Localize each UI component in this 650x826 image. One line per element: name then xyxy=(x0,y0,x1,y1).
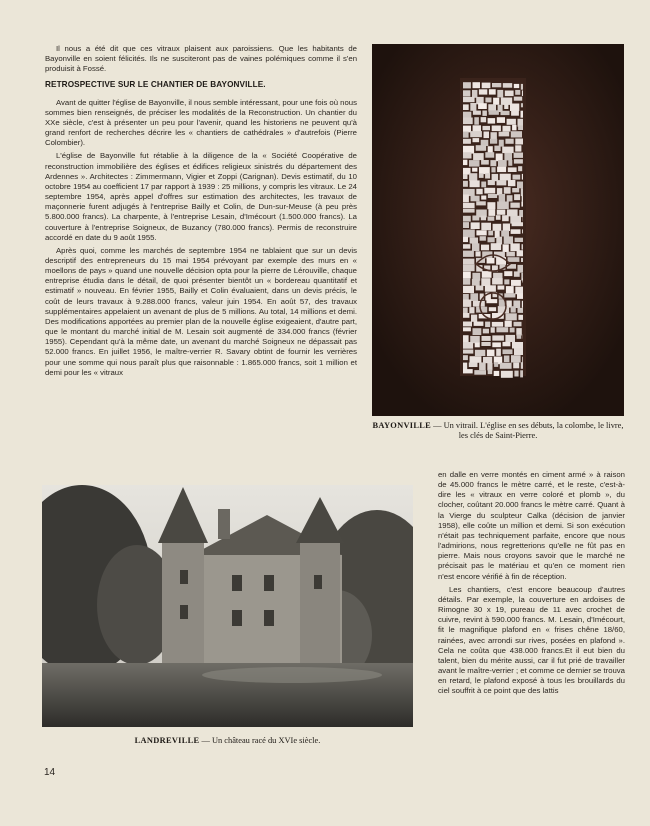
glass-piece xyxy=(501,230,509,236)
glass-piece xyxy=(514,153,523,158)
glass-piece xyxy=(510,104,519,112)
glass-piece xyxy=(485,98,491,103)
glass-piece xyxy=(502,147,513,154)
glass-piece xyxy=(463,132,469,138)
glass-piece xyxy=(489,307,496,311)
page-number: 14 xyxy=(44,767,56,778)
glass-piece xyxy=(497,90,503,98)
glass-piece xyxy=(463,342,473,349)
glass-piece xyxy=(492,335,504,340)
glass-piece xyxy=(482,111,487,116)
glass-piece xyxy=(503,342,511,346)
glass-piece xyxy=(476,230,486,235)
glass-piece xyxy=(487,258,495,264)
glass-piece xyxy=(482,271,492,278)
glass-piece xyxy=(515,238,523,242)
glass-piece xyxy=(492,83,501,87)
glass-piece xyxy=(504,236,513,244)
glass-piece xyxy=(518,125,523,130)
glass-piece xyxy=(473,111,481,115)
glass-piece xyxy=(476,189,482,195)
glass-piece xyxy=(481,223,491,231)
glass-piece xyxy=(490,139,497,144)
glass-piece xyxy=(511,306,516,312)
glass-piece xyxy=(481,160,489,165)
glass-piece xyxy=(463,160,467,165)
glass-piece xyxy=(494,362,498,367)
glass-piece xyxy=(514,159,523,163)
glass-piece xyxy=(496,327,508,332)
glass-piece xyxy=(481,140,489,146)
glass-piece xyxy=(463,272,471,279)
glass-piece xyxy=(507,119,516,125)
glass-piece xyxy=(463,294,469,300)
glass-piece xyxy=(508,180,516,186)
glass-piece xyxy=(480,236,486,241)
chateau-illustration xyxy=(42,485,413,727)
glass-piece xyxy=(463,152,472,158)
glass-piece xyxy=(463,126,471,133)
glass-piece xyxy=(470,131,482,137)
stained-glass-illustration xyxy=(372,44,624,416)
caption-text: — Un vitrail. L'église en ses débuts, la colombe, le livre, les clés de Saint-Pierre. xyxy=(431,421,624,440)
glass-piece xyxy=(512,342,523,349)
glass-piece xyxy=(522,357,523,363)
glass-piece xyxy=(481,216,486,221)
glass-piece xyxy=(463,237,468,242)
glass-piece xyxy=(473,138,480,142)
glass-piece xyxy=(463,286,474,293)
glass-piece xyxy=(491,132,497,140)
glass-piece xyxy=(508,160,512,166)
article-paragraph: L'église de Bayonville fut rétablie à la diligence de la « Société Coopérative de reconstruction immobilière des églises et édifices religieux sinistrés du département des Ardennes ». Architectes : Zimmermann, Vigier et Zoppi (Carignan). Devis estimatif, du 10 octobre 1954 au coefficient 17 par rapport à 1939 : 25 millions, y compris les vitraux. Le 24 septembre 1954, après appel d'offres sur estimation des architectes, les travaux de maçonnerie furent adjugés à l'entreprise Bailly et Colin, de Dun-sur-Meuse (à peu près 5.800.000 francs). La charpente, à l'entreprise Lesain, d'Imécourt (1.500.000 francs). La couverture à l'entreprise Soigneux, de Buzancy (780.000 francs). Permis de reconstruire accordé en date du 9 août 1955. xyxy=(45,151,357,242)
glass-piece xyxy=(517,182,523,189)
glass-piece xyxy=(488,369,493,374)
glass-piece xyxy=(505,139,513,144)
glass-piece xyxy=(521,103,523,107)
glass-piece xyxy=(515,139,523,145)
glass-piece xyxy=(463,244,470,249)
glass-piece xyxy=(518,166,522,171)
glass-piece xyxy=(481,117,487,122)
glass-piece xyxy=(492,322,503,327)
glass-piece xyxy=(481,196,486,200)
glass-piece xyxy=(514,371,518,377)
glass-piece xyxy=(488,237,495,242)
glass-piece xyxy=(513,175,521,180)
glass-piece xyxy=(494,146,500,151)
glass-piece xyxy=(511,280,521,286)
glass-piece xyxy=(506,286,514,293)
glass-piece xyxy=(517,334,522,338)
glass-piece xyxy=(488,231,493,236)
glass-piece xyxy=(475,343,480,348)
glass-piece xyxy=(474,370,486,375)
glass-piece xyxy=(497,180,507,185)
glass-piece xyxy=(522,229,523,233)
glass-piece xyxy=(492,342,501,347)
glass-piece xyxy=(492,278,503,284)
glass-piece xyxy=(506,252,515,257)
glass-piece xyxy=(512,125,516,130)
glass-piece xyxy=(463,363,467,370)
glass-piece xyxy=(463,251,474,257)
glass-piece xyxy=(463,82,471,88)
glass-piece xyxy=(463,90,470,96)
glass-piece xyxy=(485,173,490,178)
glass-piece xyxy=(505,321,512,327)
glass-piece xyxy=(511,355,521,362)
glass-piece xyxy=(521,111,524,118)
glass-piece xyxy=(476,145,486,151)
glass-piece xyxy=(490,160,496,166)
glass-piece xyxy=(463,313,469,318)
glass-piece xyxy=(499,132,510,137)
glass-piece xyxy=(479,167,490,174)
glass-piece xyxy=(463,279,470,285)
glass-piece xyxy=(470,103,476,111)
glass-piece xyxy=(473,153,484,160)
glass-piece xyxy=(501,371,513,378)
glass-piece xyxy=(469,160,480,167)
glass-piece xyxy=(489,89,496,94)
section-heading: RETROSPECTIVE SUR LE CHANTIER DE BAYONVILLE. xyxy=(45,80,266,90)
article-paragraph: Après quoi, comme les marchés de septembre 1954 ne tablaient que sur un devis descriptif des entrepreneurs du 15 mai 1954 prévoyant par exemple des murs en « moellons de pays » quand une nouvelle décision opta pour la pierre de Lérouville, chaque entreprise étudia dans le détail, de quoi présenter bientôt un « bordereau quantitatif et estimatif » nouveau. En février 1955, Bailly et Colin évaluaient, dans un devis précis, le coût de leurs travaux à 9.288.000 francs, valeur juin 1954. En août 57, des travaux supplémentaires appelaient un avenant de plus de 5 millions. Au total, 14 millions et demi. Des modifications apportées au premier plan de la nouvelle église exigeaient, d'autre part, que le montant du marché initial de M. Lesain soit augmenté de 334.000 francs (février 1955). Cependant qu'à la même date, un avenant du marché Soigneux ne dépassait pas 52.000 francs. En juillet 1956, le maître-verrier R. Savary obtint de fournir les verrières pour une somme qui nous paraît plus que raisonnable : 1.865.000 francs, soit 1 million et demi pour les « vitraux xyxy=(45,245,357,377)
glass-piece xyxy=(463,203,475,208)
glass-piece xyxy=(494,371,500,376)
glass-piece xyxy=(481,245,489,251)
glass-piece xyxy=(476,251,481,256)
glass-piece xyxy=(498,306,509,313)
glass-piece xyxy=(463,104,469,110)
glass-piece xyxy=(463,181,468,187)
glass-piece xyxy=(484,132,490,139)
glass-piece xyxy=(504,153,512,161)
glass-piece xyxy=(463,355,468,360)
glass-piece xyxy=(493,98,499,105)
article-paragraph: Avant de quitter l'église de Bayonville, il nous semble intéressant, pour une fois où nous sommes bien renseignés, de préciser les modalités de la Reconstruction. Un chantier du XXe siècle, c'est à présenter un peu pour l'avenir, quand les historiens ne peuvent qu'à grand renfort de recherches décrire les « chantiers de cathédrales » d'autrefois (Pierre Colombier). xyxy=(45,97,357,148)
glass-piece xyxy=(463,222,469,228)
glass-piece xyxy=(520,370,523,377)
glass-piece xyxy=(487,202,495,209)
glass-piece xyxy=(479,89,487,94)
glass-piece xyxy=(493,224,502,231)
chateau-photo xyxy=(42,485,413,727)
glass-piece xyxy=(470,356,482,363)
glass-piece xyxy=(485,152,494,158)
glass-piece xyxy=(506,313,517,320)
glass-piece xyxy=(504,187,511,194)
glass-piece xyxy=(481,342,490,346)
glass-piece xyxy=(515,90,520,95)
glass-piece xyxy=(508,257,520,262)
glass-piece xyxy=(503,224,510,232)
glass-piece xyxy=(497,210,506,215)
glass-piece xyxy=(488,209,495,216)
intro-paragraph: Il nous a été dit que ces vitraux plaisent aux paroissiens. Que les habitants de Bayonville en soient félicités. Ils ne susciteront pas de vaines polémiques comme il s'en produisit à Fossé. xyxy=(45,44,357,74)
glass-piece xyxy=(463,369,473,373)
glass-piece xyxy=(514,97,522,101)
glass-piece xyxy=(503,349,513,354)
glass-piece xyxy=(521,188,523,196)
glass-piece xyxy=(517,250,523,256)
glass-piece xyxy=(472,279,480,286)
glass-piece xyxy=(479,173,484,178)
glass-piece xyxy=(511,229,521,234)
glass-piece xyxy=(474,322,484,326)
glass-piece xyxy=(485,322,490,328)
glass-piece xyxy=(499,140,504,147)
glass-piece xyxy=(514,84,519,88)
glass-piece xyxy=(473,328,482,335)
glass-piece xyxy=(501,111,510,115)
glass-piece xyxy=(498,286,505,290)
glass-piece xyxy=(471,196,480,202)
glass-piece xyxy=(478,103,487,109)
glass-piece xyxy=(476,97,484,104)
glass-piece xyxy=(514,322,522,327)
glass-piece xyxy=(503,126,511,132)
glass-piece xyxy=(522,244,524,249)
glass-piece xyxy=(479,362,486,370)
glass-piece xyxy=(485,285,496,291)
stained-glass-window-photo xyxy=(372,44,624,416)
glass-piece xyxy=(522,195,523,201)
glass-piece xyxy=(521,84,523,90)
glass-piece xyxy=(463,264,475,271)
glass-piece xyxy=(514,348,523,355)
glass-piece xyxy=(511,131,522,137)
glass-piece xyxy=(489,110,499,115)
article-left-column xyxy=(45,44,357,381)
glass-piece xyxy=(472,90,477,98)
glass-piece xyxy=(516,328,522,335)
glass-piece xyxy=(497,117,505,123)
glass-piece xyxy=(481,278,490,286)
glass-piece xyxy=(515,287,523,295)
glass-piece xyxy=(523,278,524,282)
glass-piece xyxy=(498,160,507,167)
glass-piece xyxy=(463,97,475,102)
glass-piece xyxy=(488,216,495,220)
glass-piece xyxy=(463,230,475,238)
glass-piece xyxy=(513,363,519,369)
glass-piece xyxy=(463,209,475,213)
glass-piece xyxy=(521,258,523,262)
glass-piece xyxy=(463,327,471,331)
glass-piece xyxy=(486,299,497,303)
glass-piece xyxy=(472,243,479,251)
glass-piece xyxy=(463,350,473,354)
glass-piece xyxy=(521,202,523,207)
glass-piece xyxy=(484,188,495,194)
glass-piece xyxy=(487,363,492,371)
glass-piece xyxy=(471,315,477,322)
glass-piece xyxy=(504,293,515,297)
glass-piece xyxy=(515,145,521,151)
glass-piece xyxy=(522,90,523,96)
glass-piece xyxy=(510,328,515,333)
glass-piece xyxy=(503,83,512,88)
glass-piece xyxy=(488,194,497,198)
glass-piece xyxy=(514,271,520,276)
glass-piece xyxy=(517,293,523,299)
glass-piece xyxy=(463,300,471,307)
glass-piece xyxy=(463,335,469,343)
glass-piece xyxy=(473,301,485,307)
glass-piece xyxy=(491,167,495,172)
glass-piece xyxy=(463,259,474,265)
glass-piece xyxy=(488,180,495,185)
glass-piece xyxy=(518,315,523,320)
glass-piece xyxy=(497,167,506,173)
glass-piece xyxy=(505,335,515,342)
glass-piece xyxy=(463,195,469,203)
glass-piece xyxy=(518,308,524,313)
glass-piece xyxy=(504,356,510,363)
glass-piece xyxy=(469,173,477,181)
glass-piece xyxy=(470,293,478,301)
window-photo-caption xyxy=(372,421,624,441)
glass-piece xyxy=(476,286,484,291)
glass-piece xyxy=(491,327,495,332)
glass-piece xyxy=(470,180,480,187)
glass-piece xyxy=(502,215,509,221)
glass-piece xyxy=(469,363,478,368)
glass-piece xyxy=(508,167,517,172)
caption-place: BAYONVILLE xyxy=(372,421,432,430)
article-paragraph: Les chantiers, c'est encore beaucoup d'autres détails. Par exemple, la couverture en ardoises de Rimogne 30 x 19, pureau de 11 avec crochet de cuivre, revint à 590.000 francs. M. Lesain, d'Imécourt, fit le magnifique plafond en « frises chêne 18/60, rainées, avec arrondi sur rives, posées en plafond ». Cela ne coûta que 438.000 francs.Et il eut bien du talent, bien du mérite aussi, car il fut prié de travailler avant le maître-verrier ; et comme ce dernier se trouva en retard, le plafond exposé à tous les brouillards du ciel souffrit à ce point que des lattis xyxy=(438,584,625,696)
glass-piece xyxy=(463,174,468,179)
glass-piece xyxy=(463,216,471,222)
glass-piece xyxy=(500,363,512,369)
glass-piece xyxy=(496,215,501,220)
glass-piece xyxy=(522,301,523,308)
glass-piece xyxy=(500,174,511,181)
glass-piece xyxy=(472,168,477,172)
glass-piece xyxy=(474,117,479,125)
glass-piece xyxy=(463,118,473,125)
glass-piece xyxy=(504,271,512,276)
glass-piece xyxy=(487,350,495,357)
glass-piece xyxy=(491,243,501,250)
glass-piece xyxy=(499,194,505,202)
glass-piece xyxy=(488,146,493,153)
glass-piece xyxy=(472,216,479,221)
glass-piece xyxy=(475,350,485,356)
caption-place: LANDREVILLE xyxy=(134,736,200,745)
glass-piece xyxy=(507,195,513,201)
glass-piece xyxy=(482,83,491,89)
glass-piece xyxy=(497,202,509,210)
glass-piece xyxy=(504,279,509,284)
glass-piece xyxy=(512,188,519,192)
article-right-column xyxy=(438,470,625,699)
glass-piece xyxy=(488,118,496,124)
chateau-photo-caption xyxy=(42,736,413,746)
glass-piece xyxy=(483,329,489,334)
glass-piece xyxy=(463,139,471,144)
glass-piece xyxy=(473,82,481,88)
glass-piece xyxy=(510,203,519,208)
glass-piece xyxy=(522,174,523,180)
glass-piece xyxy=(504,104,508,109)
glass-piece xyxy=(505,91,514,97)
glass-piece xyxy=(514,194,520,200)
article-paragraph: en dalle en verre montés en ciment armé » à raison de 45.000 francs le mètre carré, et le reste, c'est-à-dire les « vitraux en verre coloré et plomb », du clocher, coûtant 20.000 francs le mètre carré. Quant à la Vierge du sculpteur Calka (décision de janvier 1958), elle coûte un million et demi. Si son exécution n'était pas techniquement parfaite, encore que nous l'admirions, nous regretterions qu'elle ne fût pas en pierre. Mais nous croyons savoir que le marché ne précisait pas le matériau et qu'en ce moment rien n'est encore vérifié à fin de réception. xyxy=(438,470,625,581)
glass-piece xyxy=(483,357,492,363)
glass-piece xyxy=(463,322,472,327)
glass-piece xyxy=(521,362,523,369)
glass-piece xyxy=(470,238,478,244)
glass-piece xyxy=(476,201,486,205)
glass-piece xyxy=(512,222,523,226)
glass-piece xyxy=(483,126,491,130)
glass-piece xyxy=(511,110,519,116)
glass-piece xyxy=(471,222,480,229)
glass-piece xyxy=(481,182,486,188)
glass-piece xyxy=(492,126,501,132)
glass-piece xyxy=(510,243,519,251)
glass-piece xyxy=(482,336,491,341)
glass-piece xyxy=(503,244,509,252)
caption-text: — Un château racé du XVIe siècle. xyxy=(199,736,321,745)
glass-piece xyxy=(469,307,474,313)
glass-piece xyxy=(496,349,501,356)
